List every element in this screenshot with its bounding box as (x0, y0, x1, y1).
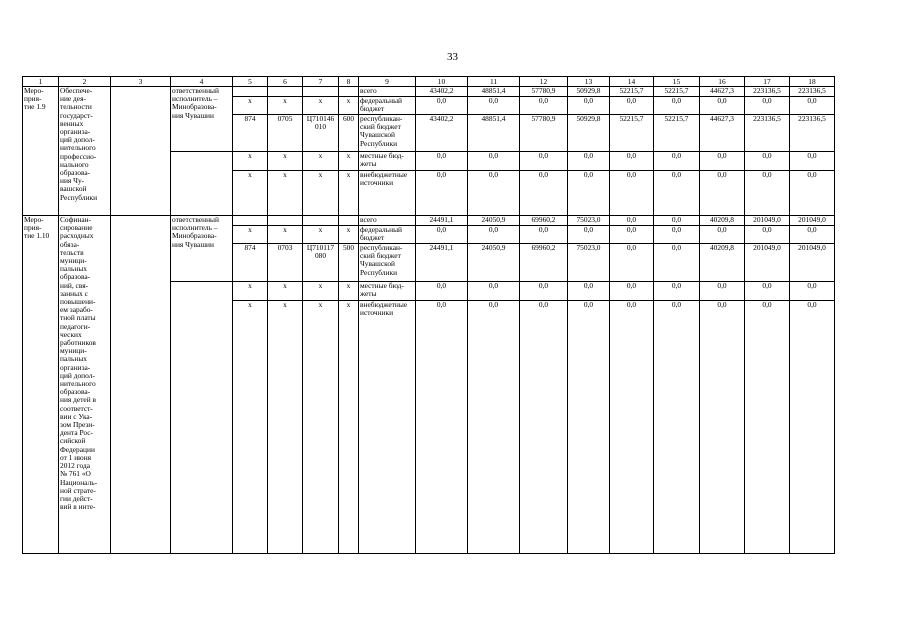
code-cell: 0703 (268, 244, 303, 282)
code-cell: Ц710117 080 (303, 244, 339, 282)
value-cell: 52215,7 (654, 87, 700, 97)
value-cell: 0,0 (610, 97, 654, 115)
value-cell: 0,0 (700, 282, 745, 301)
code-cell: x (233, 171, 268, 216)
code-cell: x (268, 97, 303, 115)
value-cell: 0,0 (520, 301, 568, 554)
value-cell: 0,0 (520, 97, 568, 115)
value-cell: 0,0 (700, 97, 745, 115)
value-cell: 24491,1 (416, 216, 468, 226)
value-cell: 0,0 (416, 171, 468, 216)
header-cell: 2 (59, 77, 111, 87)
header-cell: 4 (171, 77, 233, 87)
value-cell: 40209,8 (700, 244, 745, 282)
value-cell: 201049,0 (790, 244, 835, 282)
value-cell: 0,0 (790, 97, 835, 115)
value-cell: 0,0 (654, 216, 700, 226)
empty-cell (111, 87, 171, 216)
executor: ответственный исполнитель – Минобразова- ния Чувашии (171, 87, 233, 152)
header-cell: 9 (359, 77, 416, 87)
code-cell: x (233, 301, 268, 554)
value-cell: 0,0 (416, 152, 468, 171)
code-cell: x (268, 152, 303, 171)
value-cell: 201049,0 (745, 216, 790, 226)
value-cell: 201049,0 (790, 216, 835, 226)
value-cell: 43402,2 (416, 87, 468, 97)
value-cell: 223136,5 (745, 115, 790, 152)
header-cell: 13 (568, 77, 610, 87)
code-cell: 500 (339, 244, 359, 282)
code-cell (233, 216, 268, 226)
value-cell: 0,0 (790, 171, 835, 216)
header-cell: 18 (790, 77, 835, 87)
value-cell: 0,0 (654, 301, 700, 554)
value-cell: 0,0 (568, 171, 610, 216)
value-cell: 44627,3 (700, 87, 745, 97)
activity-description: Обеспече- ние дея- тельности государст- венных организа- ций допол- нительного профессио- нального образова- ния Чу- вашской Республики (59, 87, 111, 216)
value-cell: 0,0 (520, 226, 568, 244)
funding-source: федеральный бюджет (359, 226, 416, 244)
executor: ответственный исполнитель – Минобразова- ния Чувашии (171, 216, 233, 282)
value-cell: 0,0 (468, 97, 520, 115)
code-cell: x (339, 282, 359, 301)
value-cell: 0,0 (568, 226, 610, 244)
value-cell: 0,0 (654, 244, 700, 282)
empty-cell (111, 216, 171, 554)
value-cell: 0,0 (610, 226, 654, 244)
funding-source: внебюджетные источники (359, 171, 416, 216)
header-cell: 15 (654, 77, 700, 87)
code-cell (339, 216, 359, 226)
value-cell: 52215,7 (610, 115, 654, 152)
value-cell: 0,0 (610, 244, 654, 282)
code-cell: x (339, 226, 359, 244)
value-cell: 50929,8 (568, 87, 610, 97)
header-cell: 14 (610, 77, 654, 87)
code-cell: Ц710146 010 (303, 115, 339, 152)
code-cell: x (233, 152, 268, 171)
activity-description: Софинан- сирование расходных обяза- тельств муници- пальных образова- ний, свя- занных с повышени- ем зарабо- тной платы педагоги- ческих работников муници- пальных организа- ций допол- нительного образова- ния детей в соответст- вии с Ука- зом Прези- дента Рос- сийской Федерации от 1 июня 2012 года № 761 «О Националь- ной страте- гии дейст- вий в инте- (59, 216, 111, 554)
value-cell: 50929,8 (568, 115, 610, 152)
activity-name: Меро- прия- тие 1.10 (23, 216, 59, 554)
code-cell: x (339, 171, 359, 216)
code-cell: x (303, 152, 339, 171)
header-cell: 17 (745, 77, 790, 87)
code-cell: x (303, 171, 339, 216)
code-cell (268, 216, 303, 226)
value-cell: 0,0 (700, 226, 745, 244)
code-cell: 874 (233, 115, 268, 152)
value-cell: 0,0 (568, 301, 610, 554)
code-cell (233, 87, 268, 97)
value-cell: 0,0 (416, 282, 468, 301)
code-cell: x (339, 97, 359, 115)
value-cell: 0,0 (654, 152, 700, 171)
value-cell: 0,0 (790, 301, 835, 554)
value-cell: 43402,2 (416, 115, 468, 152)
code-cell: x (268, 282, 303, 301)
empty-cell (171, 152, 233, 216)
budget-table (22, 76, 835, 554)
value-cell: 0,0 (610, 301, 654, 554)
funding-source: республикан- ский бюджет Чувашской Республики (359, 244, 416, 282)
header-row (23, 77, 835, 87)
value-cell: 0,0 (520, 171, 568, 216)
value-cell: 223136,5 (790, 115, 835, 152)
header-cell: 5 (233, 77, 268, 87)
value-cell: 44627,3 (700, 115, 745, 152)
funding-source: внебюджетные источники (359, 301, 416, 554)
funding-source: всего (359, 87, 416, 97)
value-cell: 0,0 (568, 282, 610, 301)
page-number: 33 (447, 51, 458, 63)
value-cell: 201049,0 (745, 244, 790, 282)
header-cell: 12 (520, 77, 568, 87)
code-cell: x (268, 301, 303, 554)
code-cell (339, 87, 359, 97)
value-cell: 57780,9 (520, 87, 568, 97)
code-cell: 600 (339, 115, 359, 152)
code-cell: 0705 (268, 115, 303, 152)
code-cell: x (268, 171, 303, 216)
value-cell: 0,0 (610, 152, 654, 171)
header-cell: 10 (416, 77, 468, 87)
value-cell: 75023,0 (568, 216, 610, 226)
funding-source: республикан- ский бюджет Чувашской Республики (359, 115, 416, 152)
code-cell: x (303, 282, 339, 301)
value-cell: 0,0 (520, 152, 568, 171)
code-cell (303, 216, 339, 226)
value-cell: 0,0 (700, 301, 745, 554)
code-cell (303, 87, 339, 97)
code-cell: 874 (233, 244, 268, 282)
funding-source: федеральный бюджет (359, 97, 416, 115)
value-cell: 0,0 (790, 152, 835, 171)
value-cell: 0,0 (745, 282, 790, 301)
table-row (23, 216, 835, 226)
value-cell: 0,0 (520, 282, 568, 301)
value-cell: 75023,0 (568, 244, 610, 282)
value-cell: 0,0 (416, 301, 468, 554)
activity-name: Меро- прия- тие 1.9 (23, 87, 59, 216)
code-cell: x (303, 301, 339, 554)
value-cell: 0,0 (745, 171, 790, 216)
value-cell: 0,0 (416, 97, 468, 115)
value-cell: 0,0 (468, 226, 520, 244)
value-cell: 24491,1 (416, 244, 468, 282)
funding-source: местные бюд- жеты (359, 282, 416, 301)
code-cell: x (303, 226, 339, 244)
value-cell: 0,0 (468, 171, 520, 216)
value-cell: 0,0 (610, 282, 654, 301)
value-cell: 0,0 (745, 226, 790, 244)
value-cell: 0,0 (468, 301, 520, 554)
funding-source: местные бюд- жеты (359, 152, 416, 171)
value-cell: 0,0 (700, 171, 745, 216)
code-cell: x (233, 97, 268, 115)
value-cell: 57780,9 (520, 115, 568, 152)
value-cell: 0,0 (568, 97, 610, 115)
value-cell: 69960,2 (520, 216, 568, 226)
header-cell: 6 (268, 77, 303, 87)
value-cell: 0,0 (654, 171, 700, 216)
value-cell: 40209,8 (700, 216, 745, 226)
code-cell: x (339, 301, 359, 554)
value-cell: 48851,4 (468, 115, 520, 152)
value-cell: 0,0 (790, 226, 835, 244)
code-cell: x (303, 97, 339, 115)
header-cell: 1 (23, 77, 59, 87)
value-cell: 223136,5 (790, 87, 835, 97)
value-cell: 24050,9 (468, 244, 520, 282)
value-cell: 0,0 (654, 282, 700, 301)
value-cell: 0,0 (468, 152, 520, 171)
value-cell: 24050,9 (468, 216, 520, 226)
value-cell: 0,0 (416, 226, 468, 244)
header-cell: 3 (111, 77, 171, 87)
value-cell: 52215,7 (610, 87, 654, 97)
value-cell: 0,0 (654, 226, 700, 244)
header-cell: 11 (468, 77, 520, 87)
code-cell: x (339, 152, 359, 171)
value-cell: 0,0 (468, 282, 520, 301)
header-cell: 7 (303, 77, 339, 87)
value-cell: 48851,4 (468, 87, 520, 97)
value-cell: 0,0 (610, 216, 654, 226)
table-row (23, 87, 835, 97)
funding-source: всего (359, 216, 416, 226)
value-cell: 0,0 (700, 152, 745, 171)
value-cell: 0,0 (610, 171, 654, 216)
value-cell: 69960,2 (520, 244, 568, 282)
header-cell: 16 (700, 77, 745, 87)
value-cell: 0,0 (745, 97, 790, 115)
empty-cell (171, 282, 233, 554)
value-cell: 52215,7 (654, 115, 700, 152)
code-cell (268, 87, 303, 97)
value-cell: 0,0 (745, 301, 790, 554)
header-cell: 8 (339, 77, 359, 87)
value-cell: 223136,5 (745, 87, 790, 97)
code-cell: x (233, 226, 268, 244)
code-cell: x (268, 226, 303, 244)
value-cell: 0,0 (745, 152, 790, 171)
value-cell: 0,0 (654, 97, 700, 115)
value-cell: 0,0 (568, 152, 610, 171)
value-cell: 0,0 (790, 282, 835, 301)
code-cell: x (233, 282, 268, 301)
